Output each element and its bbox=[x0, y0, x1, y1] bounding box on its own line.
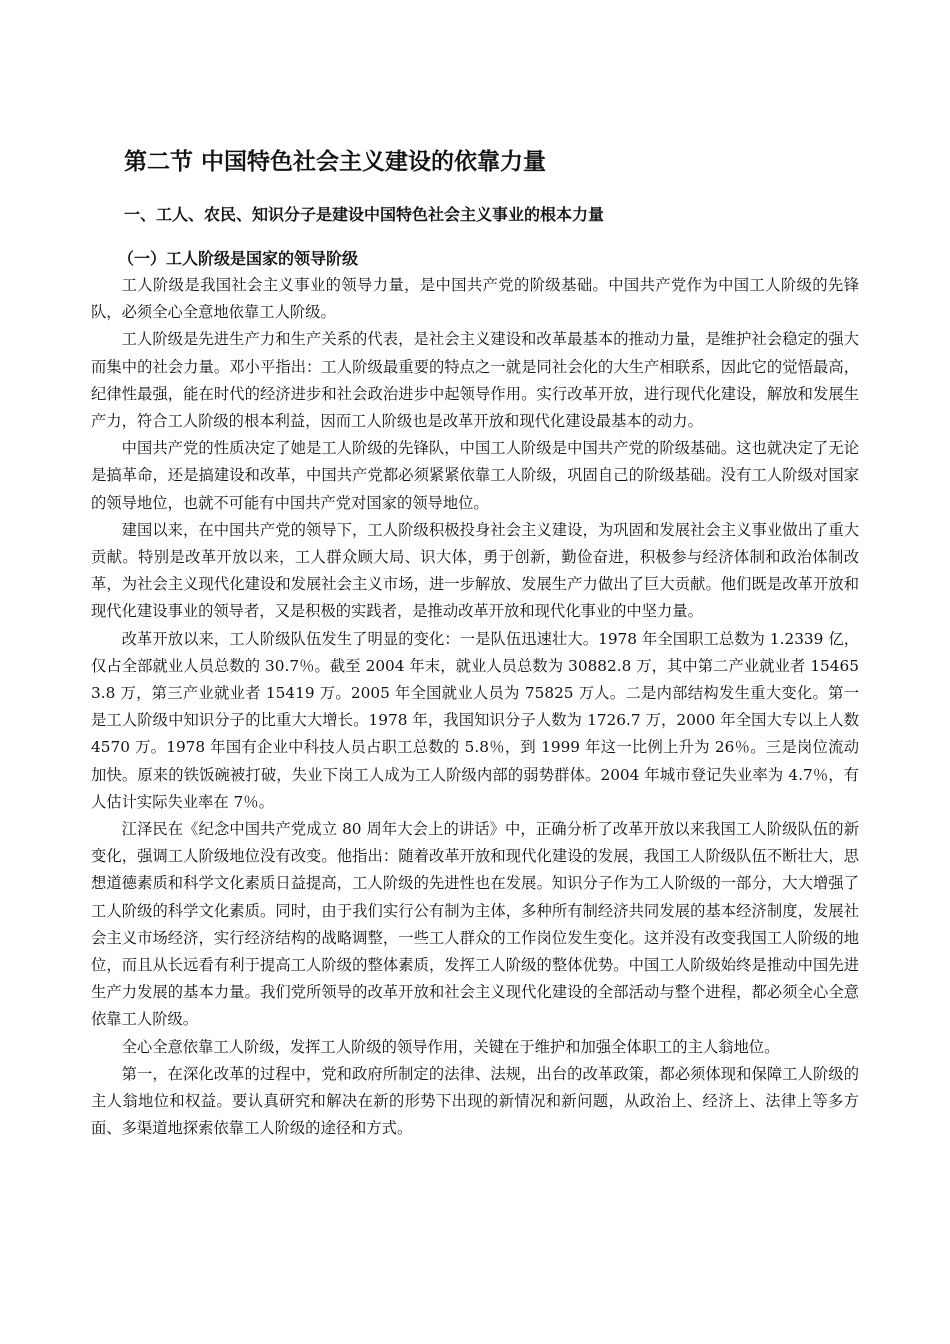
section-title: 第二节 中国特色社会主义建设的依靠力量 bbox=[124, 149, 547, 175]
paragraph-8: 第一，在深化改革的过程中，党和政府所制定的法律、法规，出台的改革政策，都必须体现和保障工人阶级的主人翁地位和权益。要认真研究和解决在新的形势下出现的新情况和新问题，从政治上、经济上、法律上等多方面、多渠道地探索依靠工人阶级的途径和方式。 bbox=[91, 1064, 859, 1138]
body-text bbox=[91, 272, 859, 1143]
paragraph-7: 全心全意依靠工人阶级，发挥工人阶级的领导作用，关键在于维护和加强全体职工的主人翁地位。 bbox=[121, 1037, 780, 1056]
paragraph-2: 工人阶级是先进生产力和生产关系的代表，是社会主义建设和改革最基本的推动力量，是维护社会稳定的强大而集中的社会力量。邓小平指出：工人阶级最重要的特点之一就是同社会化的大生产相联系，因此它的觉悟最高，纪律性最强，能在时代的经济进步和社会政治进步中起领导作用。实行改革开放，进行现代化建设，解放和发展生产力，符合工人阶级的根本利益，因而工人阶级也是改革开放和现代化建设最基本的动力。 bbox=[91, 330, 859, 431]
subsection-title: （一）工人阶级是国家的领导阶级 bbox=[118, 249, 359, 268]
paragraph-3: 中国共产党的性质决定了她是工人阶级的先锋队，中国工人阶级是中国共产党的阶级基础。这也就决定了无论是搞革命，还是搞建设和改革，中国共产党都必须紧紧依靠工人阶级，巩固自己的阶级基础。没有工人阶级对国家的领导地位，也就不可能有中国共产党对国家的领导地位。 bbox=[91, 439, 859, 512]
paragraph-4: 建国以来，在中国共产党的领导下，工人阶级积极投身社会主义建设，为巩固和发展社会主义事业做出了重大贡献。特别是改革开放以来，工人群众顾大局、识大体，勇于创新，勤俭奋进，积极参与经济体制和政治体制改革，为社会主义现代化建设和发展社会主义市场，进一步解放、发展生产力做出了巨大贡献。他们既是改革开放和现代化建设事业的领导者，又是积极的实践者，是推动改革开放和现代化事业的中坚力量。 bbox=[91, 520, 859, 621]
paragraph-5: 改革开放以来，工人阶级队伍发生了明显的变化：一是队伍迅速壮大。1978 年全国职工总数为 1.2339 亿，仅占全部就业人员总数的 30.7％。截至 2004 年末，就业人员总数为 30882.8 万，其中第二产业就业者 154653.8 万，第三产业就业者 15419 万。2005 年全国就业人员为 75825 万人。二是内部结构发生重大变化。第一是工人阶级中知识分子的比重大大增长。1978 年，我国知识分子人数为 1726.7 万，2000 年全国大专以上人数 4570 万。1978 年国有企业中科技人员占职工总数的 5.8％，到 1999 年这一比例上升为 26％。三是岗位流动加快。原来的铁饭碗被打破，失业下岗工人成为工人阶级内部的弱势群体。2004 年城市登记失业率为 4.7％，有人估计实际失业率在 7％。 bbox=[91, 629, 859, 811]
part-title: 一、工人、农民、知识分子是建设中国特色社会主义事业的根本力量 bbox=[124, 205, 605, 224]
paragraph-1: 工人阶级是我国社会主义事业的领导力量，是中国共产党的阶级基础。中国共产党作为中国工人阶级的先锋队，必须全心全意地依靠工人阶级。 bbox=[91, 276, 859, 322]
paragraph-6: 江泽民在《纪念中国共产党成立 80 周年大会上的讲话》中，正确分析了改革开放以来我国工人阶级队伍的新变化，强调工人阶级地位没有改变。他指出：随着改革开放和现代化建设的发展，我国工人阶级队伍不断壮大，思想道德素质和科学文化素质日益提高，工人阶级的先进性也在发展。知识分子作为工人阶级的一部分，大大增强了工人阶级的科学文化素质。同时，由于我们实行公有制为主体，多种所有制经济共同发展的基本经济制度，发展社会主义市场经济，实行经济结构的战略调整，一些工人群众的工作岗位发生变化。这并没有改变我国工人阶级的地位，而且从长远看有利于提高工人阶级的整体素质，发挥工人阶级的整体优势。中国工人阶级始终是推动中国先进生产力发展的基本力量。我们党所领导的改革开放和社会主义现代化建设的全部活动与整个进程，都必须全心全意依靠工人阶级。 bbox=[91, 820, 859, 1029]
